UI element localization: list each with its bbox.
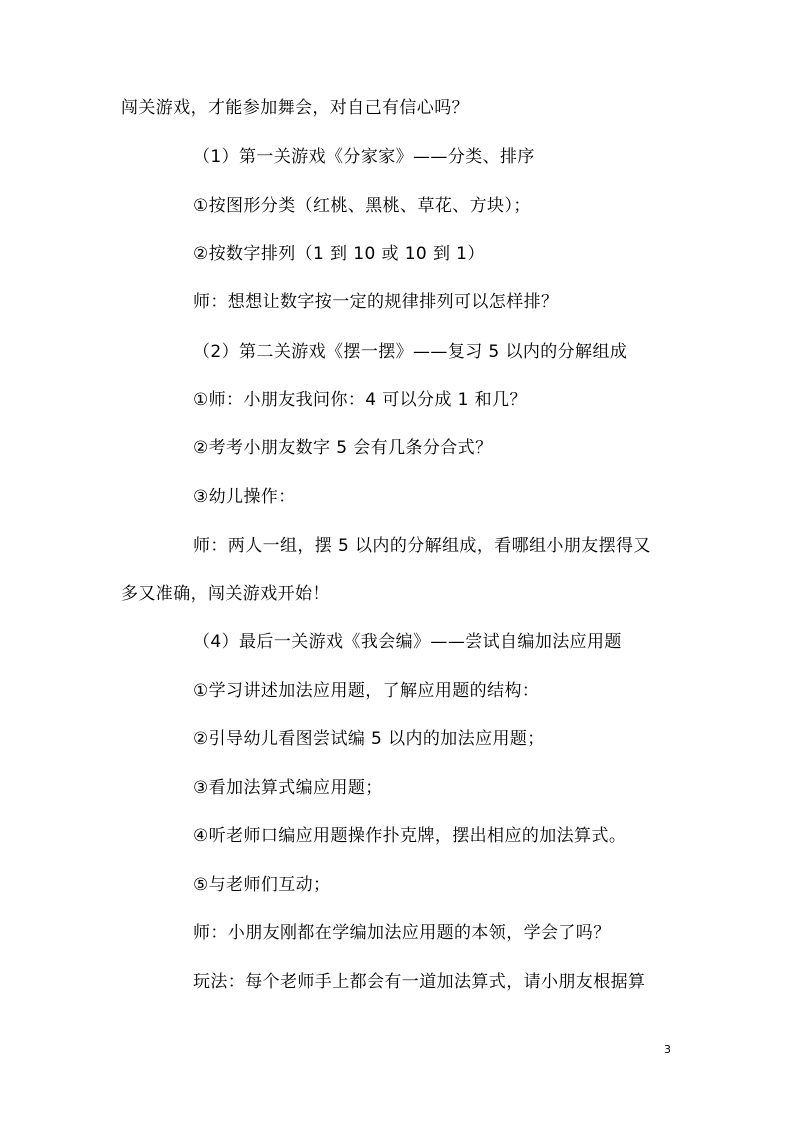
page-number: 3 [664, 1043, 671, 1056]
text-line: ②按数字排列（1 到 10 或 10 到 1） [193, 244, 485, 264]
text-line: ②考考小朋友数字 5 会有几条分合式？ [193, 438, 493, 458]
text-line: ①师：小朋友我问你：4 可以分成 1 和几？ [193, 390, 527, 410]
text-line: 玩法：每个老师手上都会有一道加法算式，请小朋友根据算 [193, 972, 646, 992]
text-line: ⑤与老师们互动； [193, 875, 331, 895]
text-line: ③幼儿操作： [193, 487, 296, 507]
text-line: 师：两人一组，摆 5 以内的分解组成，看哪组小朋友摆得又 [193, 536, 651, 556]
text-line: 师：想想让数字按一定的规律排列可以怎样排？ [193, 292, 559, 312]
text-line: （1）第一关游戏《分家家》——分类、排序 [193, 147, 535, 167]
text-line: ②引导幼儿看图尝试编 5 以内的加法应用题； [193, 729, 545, 749]
text-line: ③看加法算式编应用题； [193, 778, 383, 798]
text-line: 闯关游戏，才能参加舞会，对自己有信心吗？ [121, 98, 469, 118]
text-line: ①按图形分类（红桃、黑桃、草花、方块）； [193, 196, 531, 216]
text-line: ①学习讲述加法应用题，了解应用题的结构： [193, 681, 540, 701]
text-line: 多又准确，闯关游戏开始！ [121, 584, 330, 604]
text-line: （2）第二关游戏《摆一摆》——复习 5 以内的分解组成 [193, 342, 628, 362]
text-line: （4）最后一关游戏《我会编》——尝试自编加法应用题 [193, 632, 622, 652]
text-line: 师：小朋友刚都在学编加法应用题的本领，学会了吗？ [193, 923, 611, 943]
text-line: ④听老师口编应用题操作扑克牌，摆出相应的加法算式。 [193, 826, 627, 846]
